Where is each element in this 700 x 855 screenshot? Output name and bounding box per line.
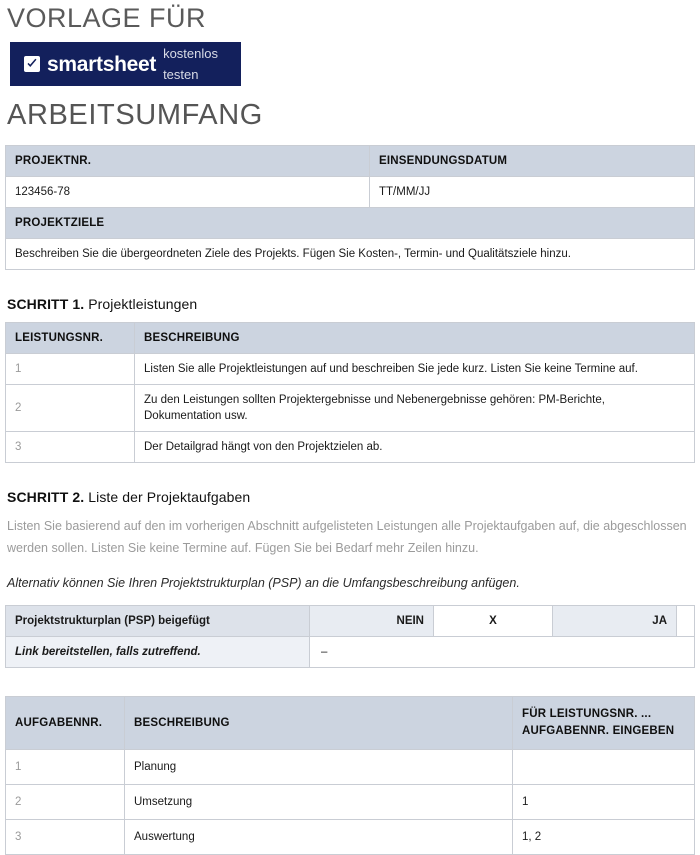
header-einsendungsdatum: EINSENDUNGSDATUM bbox=[370, 146, 695, 177]
table-header-row bbox=[6, 697, 695, 750]
task-no: 3 bbox=[6, 820, 125, 855]
deliverable-desc[interactable]: Der Detailgrad hängt von den Projektzielen ab. bbox=[135, 432, 695, 463]
wbs-yes-mark-cell[interactable] bbox=[677, 606, 695, 637]
table-row bbox=[6, 177, 695, 208]
step2-label: SCHRITT 2. bbox=[7, 489, 85, 505]
task-ref[interactable] bbox=[513, 750, 695, 785]
table-row bbox=[6, 637, 695, 668]
deliverable-no: 1 bbox=[6, 354, 135, 385]
wbs-attachment-table bbox=[5, 605, 695, 668]
header-beschreibung: BESCHREIBUNG bbox=[125, 697, 513, 750]
step2-title: Liste der Projektaufgaben bbox=[84, 489, 251, 505]
wbs-attached-label: Projektstrukturplan (PSP) beigefügt bbox=[6, 606, 310, 637]
header-leistungsnr: LEISTUNGSNR. bbox=[6, 323, 135, 354]
header-aufgabennr: AUFGABENNR. bbox=[6, 697, 125, 750]
value-projektnr[interactable]: 123456-78 bbox=[6, 177, 370, 208]
step1-label: SCHRITT 1. bbox=[7, 296, 85, 312]
header-line-2: AUFGABENNR. EINGEBEN bbox=[522, 725, 675, 737]
task-desc[interactable]: Planung bbox=[125, 750, 513, 785]
smartsheet-wordmark: smartsheet bbox=[47, 52, 157, 76]
table-header-row bbox=[6, 208, 695, 239]
page-title: ARBEITSUMFANG bbox=[7, 99, 263, 131]
task-desc[interactable]: Auswertung bbox=[125, 820, 513, 855]
table-header-row bbox=[6, 146, 695, 177]
header-beschreibung: BESCHREIBUNG bbox=[135, 323, 695, 354]
header-projektziele: PROJEKTZIELE bbox=[6, 208, 695, 239]
logo-tagline: kostenlos testen bbox=[163, 46, 218, 82]
smartsheet-logo-badge[interactable] bbox=[10, 42, 241, 86]
step2-intro-text: Listen Sie basierend auf den im vorherigen Abschnitt aufgelisteten Leistungen alle Projektaufgaben auf, die abgeschlossen werden sollen. Listen Sie keine Termine auf. Fügen Sie bei Bedarf mehr Zeilen hinzu. bbox=[7, 519, 687, 555]
section-heading-step2 bbox=[7, 489, 695, 505]
deliverable-desc[interactable]: Zu den Leistungen sollten Projektergebnisse und Nebenergebnisse gehören: PM-Berichte, Dokumentation usw. bbox=[135, 385, 695, 432]
table-row bbox=[6, 385, 695, 432]
step2-alternative-note: Alternativ können Sie Ihren Projektstrukturplan (PSP) an die Umfangsbeschreibung anfügen. bbox=[7, 576, 520, 590]
deliverable-desc[interactable]: Listen Sie alle Projektleistungen auf und beschreiben Sie jede kurz. Listen Sie keine Termine auf. bbox=[135, 354, 695, 385]
deliverable-no: 3 bbox=[6, 432, 135, 463]
step1-title: Projektleistungen bbox=[84, 296, 198, 312]
table-row bbox=[6, 239, 695, 270]
table-header-row bbox=[6, 323, 695, 354]
table-row bbox=[6, 606, 695, 637]
wbs-link-value[interactable]: – bbox=[310, 637, 695, 668]
task-no: 2 bbox=[6, 785, 125, 820]
project-info-table bbox=[5, 145, 695, 270]
value-projektziele[interactable]: Beschreiben Sie die übergeordneten Ziele des Projekts. Fügen Sie Kosten-, Termin- und Qualitätsziele hinzu. bbox=[6, 239, 695, 270]
deliverables-table bbox=[5, 322, 695, 463]
table-row bbox=[6, 432, 695, 463]
header-projektnr: PROJEKTNR. bbox=[6, 146, 370, 177]
table-row bbox=[6, 785, 695, 820]
table-row bbox=[6, 750, 695, 785]
header-fuer-leistungsnr bbox=[513, 697, 695, 750]
table-row bbox=[6, 354, 695, 385]
wbs-link-label: Link bereitstellen, falls zutreffend. bbox=[6, 637, 310, 668]
section-heading-step1 bbox=[7, 296, 695, 312]
wbs-option-yes[interactable]: JA bbox=[553, 606, 677, 637]
wbs-option-no[interactable]: NEIN bbox=[310, 606, 434, 637]
checkbox-checked-icon bbox=[24, 56, 40, 72]
task-ref[interactable]: 1 bbox=[513, 785, 695, 820]
task-no: 1 bbox=[6, 750, 125, 785]
wbs-mark-cell[interactable]: X bbox=[434, 606, 553, 637]
header-line-1: FÜR LEISTUNGSNR. ... bbox=[522, 708, 652, 720]
table-row bbox=[6, 820, 695, 855]
task-desc[interactable]: Umsetzung bbox=[125, 785, 513, 820]
task-ref[interactable]: 1, 2 bbox=[513, 820, 695, 855]
template-kicker: VORLAGE FÜR bbox=[7, 3, 207, 33]
value-einsendungsdatum[interactable]: TT/MM/JJ bbox=[370, 177, 695, 208]
deliverable-no: 2 bbox=[6, 385, 135, 432]
task-list-table bbox=[5, 696, 695, 855]
